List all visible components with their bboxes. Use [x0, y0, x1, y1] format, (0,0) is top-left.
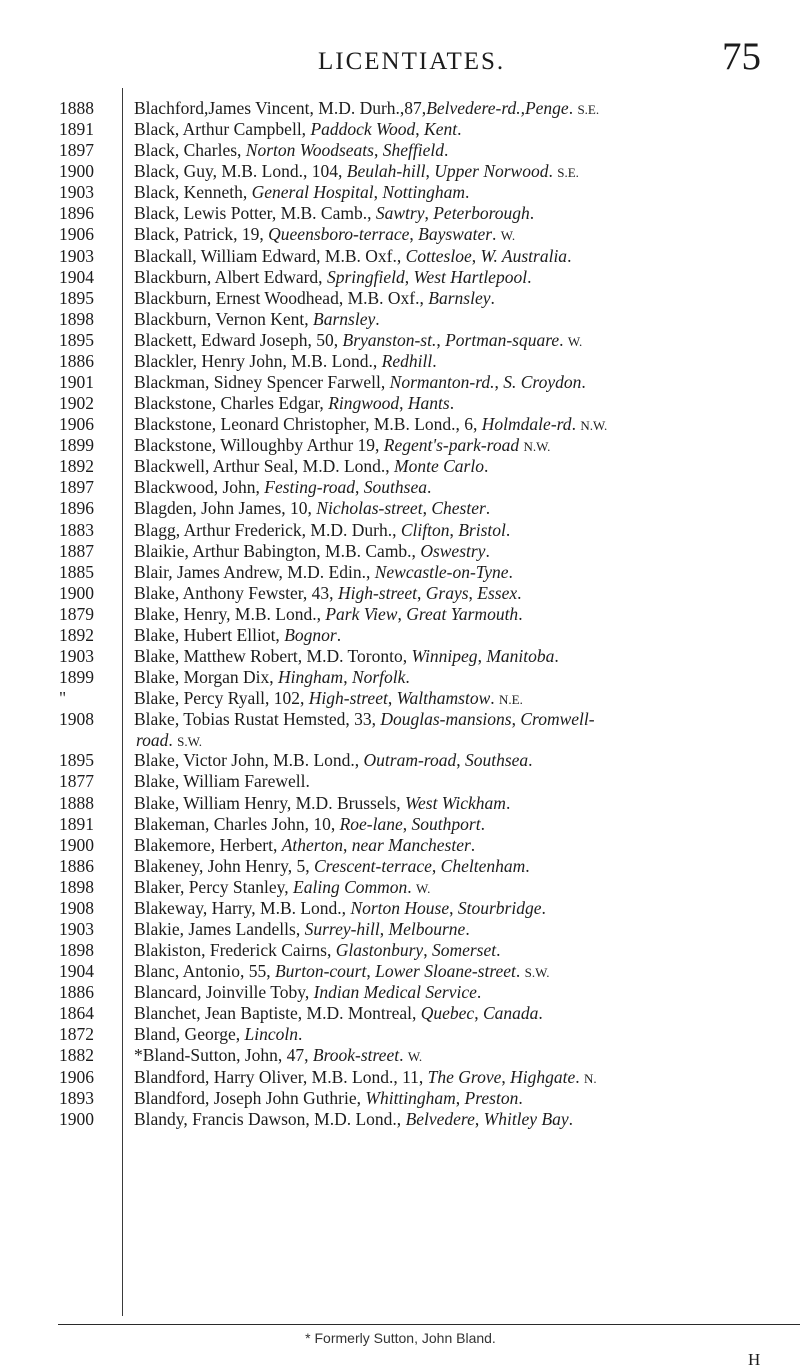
- entry-text: Blandy, Francis Dawson, M.D. Lond., Belvedere, Whitley Bay.: [134, 1108, 574, 1129]
- entry-row: [0, 414, 801, 435]
- entry-row: [0, 541, 801, 562]
- entry-text: Black, Charles, Norton Woodseats, Sheffield.: [134, 140, 449, 161]
- entry-list: [0, 98, 801, 1130]
- entry-year: 1886: [59, 982, 94, 1003]
- entry-year: 1895: [59, 750, 94, 771]
- entry-year: 1904: [59, 266, 94, 287]
- entry-row: [0, 351, 801, 372]
- entry-year: 1900: [59, 582, 94, 603]
- entry-year: 1900: [59, 161, 94, 182]
- entry-year: 1886: [59, 855, 94, 876]
- entry-year: 1887: [59, 540, 94, 561]
- entry-row: [0, 1024, 801, 1045]
- entry-year: 1899: [59, 667, 94, 688]
- page-header: [0, 35, 801, 98]
- entry-text: Black, Kenneth, General Hospital, Nottingham.: [134, 182, 470, 203]
- entry-year: 1892: [59, 456, 94, 477]
- entry-year: 1899: [59, 435, 94, 456]
- entry-year: 1903: [59, 918, 94, 939]
- entry-text: Blakeway, Harry, M.B. Lond., Norton House, Stourbridge.: [134, 897, 546, 918]
- entry-row: [0, 898, 801, 919]
- entry-text: Blackburn, Ernest Woodhead, M.B. Oxf., Barnsley.: [134, 287, 495, 308]
- entry-row: [0, 456, 801, 477]
- entry-row: [0, 119, 801, 140]
- page-number: 75: [722, 35, 761, 78]
- entry-year: 1891: [59, 813, 94, 834]
- entry-year: 1908: [59, 709, 94, 730]
- entry-row: [0, 750, 801, 771]
- entry-row: [0, 309, 801, 330]
- entry-year: 1898: [59, 876, 94, 897]
- entry-row: [0, 288, 801, 309]
- entry-year: 1906: [59, 224, 94, 245]
- entry-text: Black, Lewis Potter, M.B. Camb., Sawtry, Peterborough.: [134, 203, 535, 224]
- entry-text: Blanc, Antonio, 55, Burton-court, Lower Sloane-street. S.W.: [134, 961, 550, 982]
- entry-year: 1906: [59, 1066, 94, 1087]
- entry-text: Blaker, Percy Stanley, Ealing Common. W.: [134, 876, 431, 897]
- entry-text: Blaikie, Arthur Babington, M.B. Camb., Oswestry.: [134, 540, 490, 561]
- entry-year: 1896: [59, 203, 94, 224]
- entry-row: [0, 625, 801, 646]
- entry-row: [0, 856, 801, 877]
- entry-year: 1903: [59, 646, 94, 667]
- entry-text: Blake, Henry, M.B. Lond., Park View, Great Yarmouth.: [134, 603, 523, 624]
- entry-row: [0, 267, 801, 288]
- entry-year: 1892: [59, 624, 94, 645]
- entry-year: 1897: [59, 140, 94, 161]
- entry-text: Blake, Victor John, M.B. Lond., Outram-road, Southsea.: [134, 750, 533, 771]
- entry-text: Blackburn, Vernon Kent, Barnsley.: [134, 308, 380, 329]
- entry-text: Blake, Matthew Robert, M.D. Toronto, Winnipeg, Manitoba.: [134, 646, 559, 667]
- footnote: * Formerly Sutton, John Bland.: [305, 1330, 496, 1346]
- entry-text: Blackman, Sidney Spencer Farwell, Normanton-rd., S. Croydon.: [134, 372, 586, 393]
- entry-row: [0, 203, 801, 224]
- entry-text: Blakeney, John Henry, 5, Crescent-terrace, Cheltenham.: [134, 855, 530, 876]
- entry-year: 1906: [59, 414, 94, 435]
- entry-year: 1886: [59, 350, 94, 371]
- entry-text: *Bland-Sutton, John, 47, Brook-street. W.: [134, 1045, 423, 1066]
- entry-row: [0, 961, 801, 982]
- entry-row: [0, 393, 801, 414]
- entry-row: [0, 477, 801, 498]
- entry-year: 1902: [59, 393, 94, 414]
- entry-row: [0, 688, 801, 709]
- entry-row: [0, 1067, 801, 1088]
- entry-row: [0, 940, 801, 961]
- entry-text: Blackstone, Charles Edgar, Ringwood, Hants.: [134, 393, 455, 414]
- entry-row: [0, 224, 801, 245]
- entry-row: [0, 98, 801, 119]
- entry-year: 1908: [59, 897, 94, 918]
- entry-year: 1888: [59, 792, 94, 813]
- entry-text: Blair, James Andrew, M.D. Edin., Newcastle-on-Tyne.: [134, 561, 513, 582]
- entry-text: Blake, William Farewell.: [134, 771, 310, 792]
- entry-year: 1864: [59, 1003, 94, 1024]
- entry-row: [0, 667, 801, 688]
- entry-row: [0, 604, 801, 625]
- entry-row: [0, 330, 801, 351]
- entry-row: [0, 372, 801, 393]
- entry-row: [0, 498, 801, 519]
- entry-text: Black, Arthur Campbell, Paddock Wood, Kent.: [134, 119, 462, 140]
- entry-year: 1898: [59, 308, 94, 329]
- entry-row: [0, 814, 801, 835]
- entry-text: Blackall, William Edward, M.B. Oxf., Cottesloe, W. Australia.: [134, 245, 572, 266]
- running-title: LICENTIATES.: [318, 48, 506, 75]
- entry-text: Blandford, Joseph John Guthrie, Whittingham, Preston.: [134, 1087, 523, 1108]
- entry-text: Blachford,James Vincent, M.D. Durh.,87,Belvedere-rd.,Penge. S.E.: [134, 98, 600, 118]
- entry-year: 1904: [59, 961, 94, 982]
- entry-text: Black, Guy, M.B. Lond., 104, Beulah-hill, Upper Norwood. S.E.: [134, 161, 579, 182]
- entry-year: 1882: [59, 1045, 94, 1066]
- entry-row: [0, 161, 801, 182]
- signature-mark: H: [748, 1350, 761, 1369]
- entry-text: Blakemore, Herbert, Atherton, near Manchester.: [134, 834, 476, 855]
- entry-row: [0, 520, 801, 541]
- entry-row: [0, 1109, 801, 1130]
- entry-year: 1900: [59, 834, 94, 855]
- entry-row: [0, 1003, 801, 1024]
- entry-year: 1895: [59, 287, 94, 308]
- entry-year: 1898: [59, 940, 94, 961]
- entry-year: 1893: [59, 1087, 94, 1108]
- entry-row: [0, 182, 801, 203]
- footnote-rule: [58, 1324, 800, 1325]
- entry-row: [0, 140, 801, 161]
- entry-text: Blake, William Henry, M.D. Brussels, West Wickham.: [134, 792, 511, 813]
- entry-text: Blackwood, John, Festing-road, Southsea.: [134, 477, 432, 498]
- entry-year: 1903: [59, 245, 94, 266]
- entry-text: Blakeman, Charles John, 10, Roe-lane, Southport.: [134, 813, 485, 834]
- entry-text: Bland, George, Lincoln.: [134, 1024, 303, 1045]
- entry-year: 1895: [59, 329, 94, 350]
- entry-row: [0, 246, 801, 267]
- entry-text: Blackstone, Leonard Christopher, M.B. Lond., 6, Holmdale-rd. N.W.: [134, 414, 608, 435]
- entry-row: [0, 835, 801, 856]
- entry-year: 1900: [59, 1108, 94, 1129]
- entry-text: road. S.W.: [136, 730, 202, 751]
- entry-text: Blackett, Edward Joseph, 50, Bryanston-st., Portman-square. W.: [134, 329, 583, 350]
- entry-row: [0, 1045, 801, 1066]
- entry-text: Blake, Anthony Fewster, 43, High-street, Grays, Essex.: [134, 582, 522, 603]
- entry-year: 1891: [59, 119, 94, 140]
- entry-text: Blanchet, Jean Baptiste, M.D. Montreal, Quebec, Canada.: [134, 1003, 543, 1024]
- entry-year: 1872: [59, 1024, 94, 1045]
- entry-year: 1879: [59, 603, 94, 624]
- entry-year: 1883: [59, 519, 94, 540]
- entry-text: Blake, Percy Ryall, 102, High-street, Walthamstow. N.E.: [134, 688, 523, 709]
- entry-year: 1901: [59, 372, 94, 393]
- entry-text: Blackwell, Arthur Seal, M.D. Lond., Monte Carlo.: [134, 456, 489, 477]
- entry-text: Blakiston, Frederick Cairns, Glastonbury, Somerset.: [134, 940, 501, 961]
- entry-year: 1903: [59, 182, 94, 203]
- entry-text: Blagg, Arthur Frederick, M.D. Durh., Clifton, Bristol.: [134, 519, 511, 540]
- entry-row: [0, 1088, 801, 1109]
- entry-row: [0, 709, 801, 730]
- entry-row: [0, 435, 801, 456]
- entry-row: [0, 771, 801, 792]
- entry-row: [0, 562, 801, 583]
- entry-year: 1877: [59, 771, 94, 792]
- entry-text: Blagden, John James, 10, Nicholas-street, Chester.: [134, 498, 491, 519]
- entry-text: Blake, Tobias Rustat Hemsted, 33, Douglas-mansions, Cromwell-: [134, 709, 595, 730]
- entry-row: [0, 982, 801, 1003]
- entry-text: Blake, Hubert Elliot, Bognor.: [134, 624, 342, 645]
- entry-row: [0, 646, 801, 667]
- entry-text: Blake, Morgan Dix, Hingham, Norfolk.: [134, 667, 410, 688]
- entry-year: 1885: [59, 561, 94, 582]
- entry-year: 1888: [59, 98, 94, 118]
- entry-year: ": [59, 688, 67, 709]
- entry-row: [0, 583, 801, 604]
- entry-year: 1896: [59, 498, 94, 519]
- entry-row: [0, 877, 801, 898]
- entry-text: Blackler, Henry John, M.B. Lond., Redhill.: [134, 350, 437, 371]
- entry-text: Blakie, James Landells, Surrey-hill, Melbourne.: [134, 918, 470, 939]
- entry-year: 1897: [59, 477, 94, 498]
- entry-text: Blackstone, Willoughby Arthur 19, Regent's-park-road N.W.: [134, 435, 551, 456]
- entry-row: [0, 793, 801, 814]
- entry-text: Blandford, Harry Oliver, M.B. Lond., 11, The Grove, Highgate. N.: [134, 1066, 597, 1087]
- entry-continuation: [0, 730, 801, 750]
- entry-row: [0, 919, 801, 940]
- entry-text: Blackburn, Albert Edward, Springfield, West Hartlepool.: [134, 266, 532, 287]
- entry-text: Black, Patrick, 19, Queensboro-terrace, Bayswater. W.: [134, 224, 516, 245]
- entry-text: Blancard, Joinville Toby, Indian Medical Service.: [134, 982, 482, 1003]
